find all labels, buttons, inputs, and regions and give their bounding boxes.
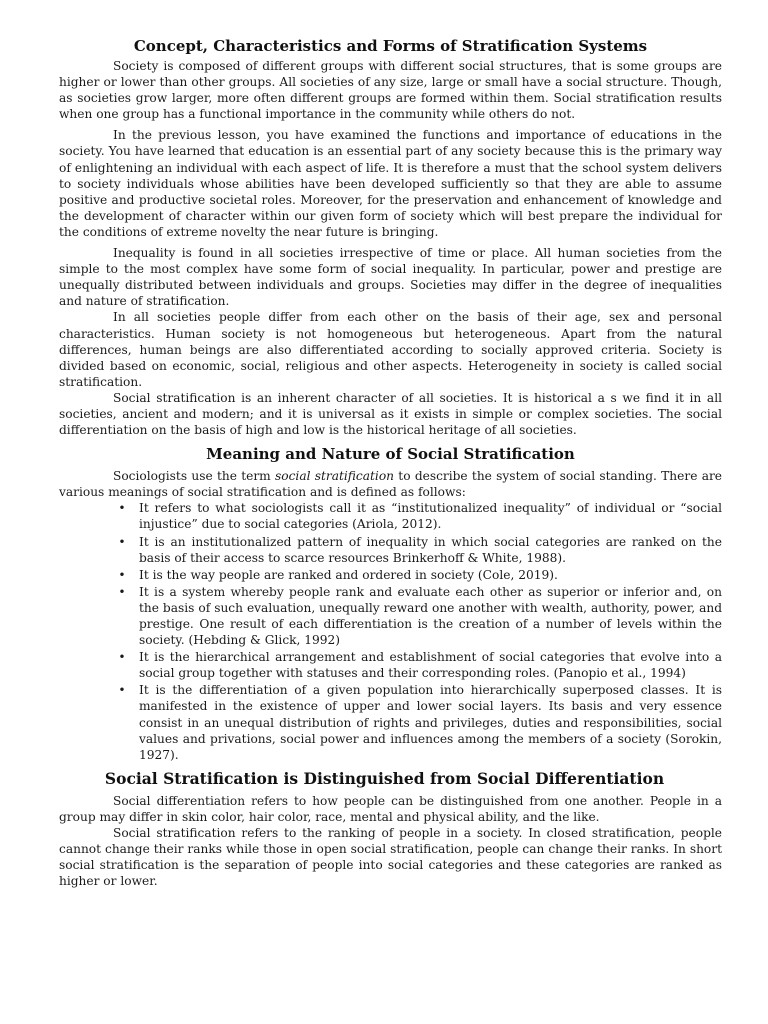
intro-paragraph-4: In all societies people differ from each other on the basis of their age, sex and personal characteristics. Human society is not homogeneous but heterogeneous. Apart from the natural differences, human beings are also differentiated according to socially approved criteria. Society is divided based on economic, social, religious and other aspects. Heterogeneity in society is called social stratification. bbox=[59, 310, 722, 389]
list-item bbox=[81, 500, 722, 532]
section3-paragraph-2: Social stratification refers to the ranking of people in a society. In closed stratification, people cannot change their ranks while those in open social stratification, people can change their ranks. In short social stratification is the separation of people into social categories and these categories are ranked as higher or lower. bbox=[59, 826, 722, 889]
section2-lead-paragraph bbox=[59, 468, 722, 500]
list-item-text: It is the hierarchical arrangement and establishment of social categories that evolve into a social group together with statuses and their corresponding roles. (Panopio et al., 1994) bbox=[139, 650, 722, 681]
list-item-text: It is the differentiation of a given population into hierarchically superposed classes. It is manifested in the existence of upper and lower social layers. Its basis and very essence consist in an unequal distribution of rights and privileges, duties and responsibilities, social values and privations, social power and influences among the members of a society (Sorokin, 1927). bbox=[139, 683, 722, 762]
intro-paragraph-2: In the previous lesson, you have examined the functions and importance of educations in the society. You have learned that education is an essential part of any society because this is the primary way of enlightening an individual with each aspect of life. It is therefore a must that the school system delivers to society individuals whose abilities have been developed sufficiently so that they are able to assume positive and productive societal roles. Moreover, for the preservation and enhancement of knowledge and the development of character within our given form of society which will best prepare the individual for the conditions of extreme novelty the near future is bringing. bbox=[59, 128, 722, 239]
list-item bbox=[81, 534, 722, 566]
intro-paragraph-5: Social stratification is an inherent character of all societies. It is historical a s we find it in all societies, ancient and modern; and it is universal as it exists in simple or complex societies. The social differentiation on the basis of high and low is the historical heritage of all societies. bbox=[59, 390, 722, 438]
section3-paragraph-1: Social differentiation refers to how people can be distinguished from one another. People in a group may differ in skin color, hair color, race, mental and physical ability, and the like. bbox=[59, 793, 722, 824]
page-title: Concept, Characteristics and Forms of Stratification Systems bbox=[133, 37, 648, 55]
lead-text-before: Sociologists use the term bbox=[113, 469, 275, 484]
intro-paragraph-1: Society is composed of different groups with different social structures, that is some groups are higher or lower than other groups. All societies of any size, large or small have a social structure. Though, as societies grow larger, more often different groups are formed within them. Social stratification results when one group has a functional importance in the community while others do not. bbox=[59, 59, 722, 122]
lead-term-italic: social stratification bbox=[275, 469, 395, 484]
bullet-icon: • bbox=[118, 584, 126, 599]
list-item bbox=[81, 649, 722, 681]
list-item bbox=[81, 584, 722, 648]
lead-text-after: to describe the system of social standing. There are various meanings of social stratification and is defined as follows: bbox=[59, 469, 722, 500]
bullet-icon: • bbox=[118, 567, 126, 582]
bullet-icon: • bbox=[118, 534, 126, 549]
list-item-text: It is a system whereby people rank and evaluate each other as superior or inferior and, on the basis of such evaluation, unequally reward one another with wealth, authority, power, and prestige. One result of each differentiation is the creation of a number of levels within the society. (Hebding & Glick, 1992) bbox=[139, 584, 722, 648]
bullet-icon: • bbox=[118, 683, 126, 698]
definitions-list bbox=[59, 500, 722, 763]
bullet-icon: • bbox=[118, 650, 126, 665]
list-item bbox=[81, 567, 722, 583]
list-item-text: It refers to what sociologists call it as “institutionalized inequality” of individual or “social injustice” due to social categories (Ariola, 2012). bbox=[139, 501, 722, 532]
section-heading-differentiation: Social Stratification is Distinguished from Social Differentiation bbox=[104, 768, 665, 788]
bullet-icon: • bbox=[118, 501, 126, 516]
section-heading-meaning: Meaning and Nature of Social Stratification bbox=[206, 445, 575, 464]
list-item bbox=[81, 682, 722, 762]
intro-paragraph-3: Inequality is found in all societies irrespective of time or place. All human societies from the simple to the most complex have some form of social inequality. In particular, power and prestige are unequally distributed between individuals and groups. Societies may differ in the degree of inequalities and nature of stratification. bbox=[59, 246, 722, 309]
list-item-text: It is an institutionalized pattern of inequality in which social categories are ranked on the basis of their access to scarce resources Brinkerhoff & White, 1988). bbox=[139, 534, 722, 565]
list-item-text: It is the way people are ranked and ordered in society (Cole, 2019). bbox=[139, 567, 558, 582]
